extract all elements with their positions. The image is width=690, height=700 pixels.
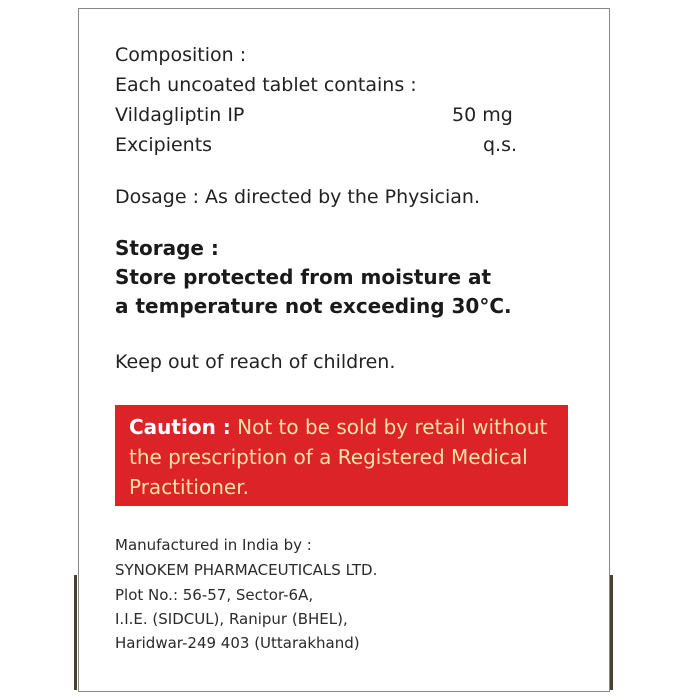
keep-out-text: Keep out of reach of children.: [115, 351, 396, 373]
storage-line-2: a temperature not exceeding 30°C.: [115, 294, 512, 318]
caution-label: Caution :: [129, 415, 231, 439]
manufacturer-intro: Manufactured in India by :: [115, 536, 312, 554]
manufacturer-name: SYNOKEM PHARMACEUTICALS LTD.: [115, 561, 378, 579]
manufacturer-address-2: I.I.E. (SIDCUL), Ranipur (BHEL),: [115, 610, 348, 628]
manufacturer-address-3: Haridwar-249 403 (Uttarakhand): [115, 634, 360, 652]
storage-heading: Storage :: [115, 236, 219, 260]
ingredient-name: Excipients: [115, 134, 213, 156]
caution-text: Not to be sold by retail without the prescription of a Registered Medical Practitioner.: [129, 415, 548, 499]
manufacturer-address-1: Plot No.: 56-57, Sector-6A,: [115, 586, 314, 604]
dosage-text: Dosage : As directed by the Physician.: [115, 186, 481, 208]
storage-line-1: Store protected from moisture at: [115, 265, 492, 289]
ingredient-name: Vildagliptin IP: [115, 104, 245, 126]
composition-heading: Composition :: [115, 44, 247, 66]
package-edge-left: [74, 575, 77, 690]
ingredient-amount: q.s.: [483, 134, 518, 156]
composition-intro: Each uncoated tablet contains :: [115, 74, 417, 96]
caution-box: [115, 405, 568, 506]
package-edge-right: [610, 575, 613, 690]
ingredient-amount: 50 mg: [452, 104, 513, 126]
